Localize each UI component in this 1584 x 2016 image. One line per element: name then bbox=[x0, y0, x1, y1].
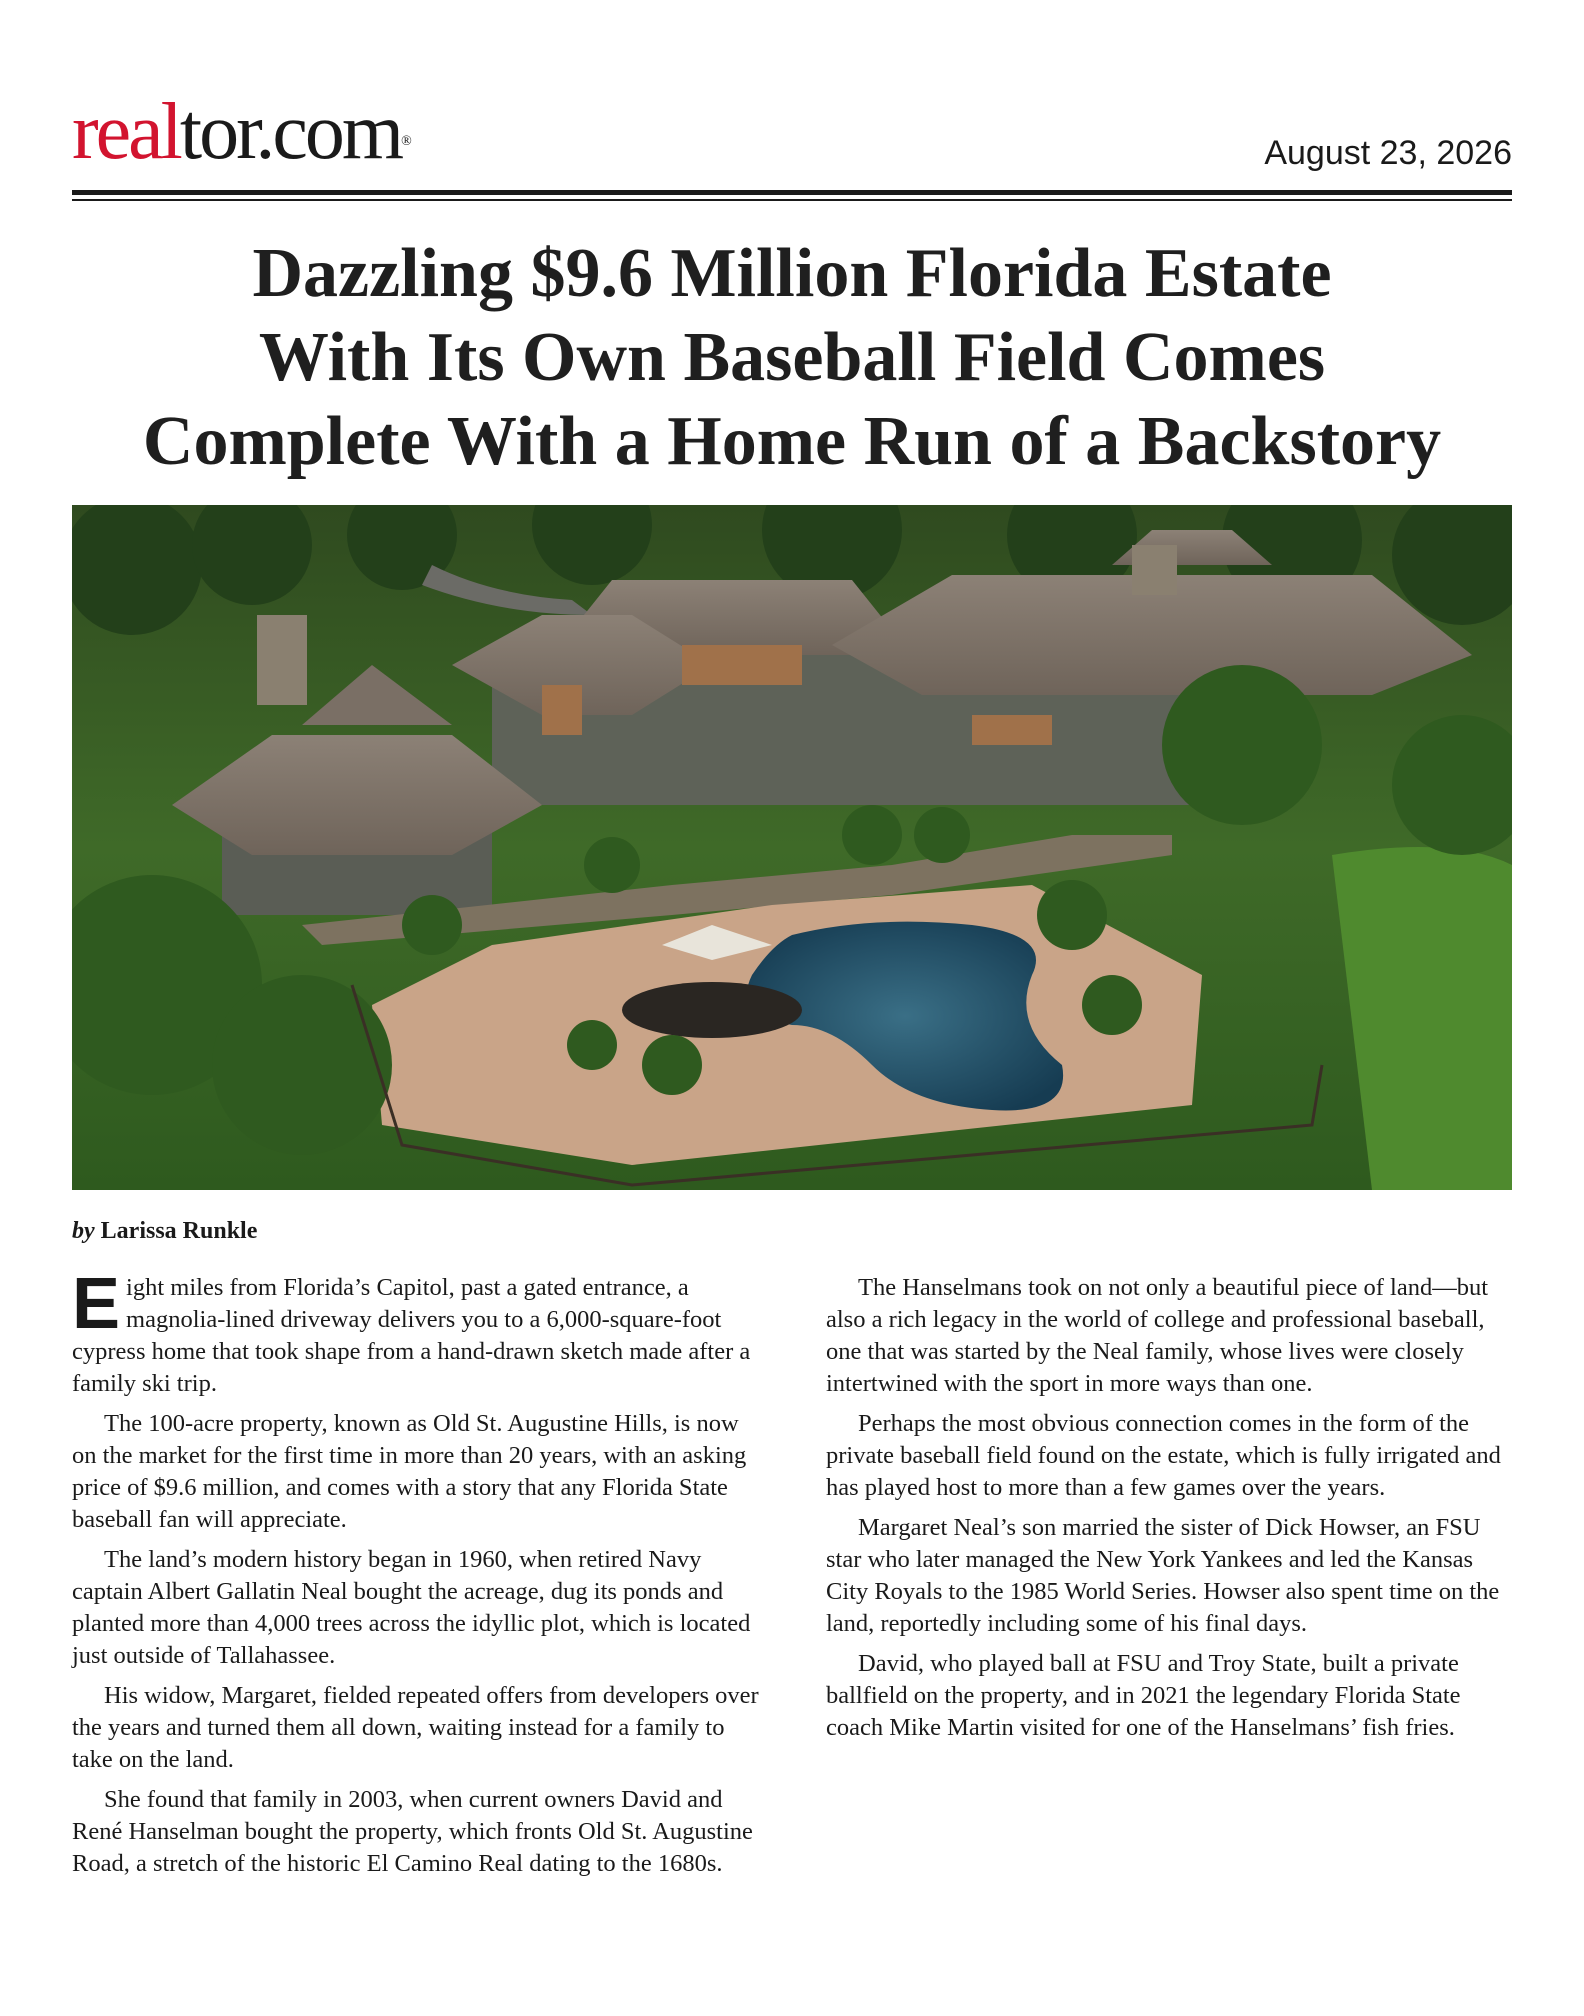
article-paragraph: The 100-acre property, known as Old St. Augustine Hills, is now on the market for the first time in more than 20 years, with an asking price of $9.6 million, and comes with a story that any Florida State baseball fan will appreciate. bbox=[72, 1410, 747, 1533]
byline bbox=[72, 1218, 257, 1245]
masthead bbox=[72, 88, 1512, 176]
headline-line-2: With Its Own Baseball Field Comes bbox=[258, 319, 1326, 396]
article-paragraph: Eight miles from Florida’s Capitol, past a gated entrance, a magnolia-lined driveway delivers you to a 6,000-square-foot cypress home that took shape from a hand-drawn sketch made after a family ski trip. bbox=[72, 1264, 751, 1397]
estate-photo-illustration bbox=[72, 505, 1512, 1190]
publication-date: August 23, 2026 bbox=[1264, 134, 1512, 172]
article-column-right bbox=[826, 1272, 1516, 1752]
article-headline bbox=[72, 232, 1512, 484]
article-paragraph: Margaret Neal’s son married the sister of Dick Howser, an FSU star who later managed the New York Yankees and led the Kansas City Royals to the 1985 World Series. Howser also spent time on the land, reportedly including some of his final days. bbox=[826, 1514, 1500, 1637]
realtor-logo[interactable] bbox=[72, 88, 412, 176]
author-name[interactable]: Larissa Runkle bbox=[100, 1218, 258, 1244]
headline-line-3: Complete With a Home Run of a Backstory bbox=[142, 403, 1442, 480]
article-paragraph: David, who played ball at FSU and Troy State, built a private ballfield on the property, and in 2021 the legendary Florida State coach Mike Martin visited for one of the Hanselmans’ fish fries. bbox=[826, 1650, 1461, 1741]
byline-prefix: by bbox=[72, 1218, 95, 1244]
headline-line-1: Dazzling $9.6 Million Florida Estate bbox=[252, 235, 1332, 312]
article-paragraph: Perhaps the most obvious connection comes in the form of the private baseball field found on the estate, which is fully irrigated and has played host to more than a few games over the years. bbox=[826, 1410, 1501, 1501]
logo-part-red: real bbox=[72, 88, 180, 176]
article-column-left bbox=[72, 1264, 762, 1888]
logo-part-dark: tor.com bbox=[179, 88, 402, 176]
article-paragraph: The Hanselmans took on not only a beautiful piece of land—but also a rich legacy in the world of college and professional baseball, one that was started by the Neal family, whose lives were closely intertwined with the sport in more ways than one. bbox=[826, 1274, 1489, 1397]
article-paragraph: His widow, Margaret, fielded repeated offers from developers over the years and turned them all down, waiting instead for a family to take on the land. bbox=[72, 1682, 759, 1773]
header-rule-thick bbox=[72, 190, 1512, 195]
estate-aerial-photo bbox=[72, 505, 1512, 1190]
drop-cap: E bbox=[72, 1264, 121, 1344]
article-paragraph: She found that family in 2003, when current owners David and René Hanselman bought the property, which fronts Old St. Augustine Road, a stretch of the historic El Camino Real dating to the 1680s. bbox=[72, 1786, 753, 1877]
logo-registered-mark: ® bbox=[401, 134, 412, 149]
article-paragraph: The land’s modern history began in 1960, when retired Navy captain Albert Gallatin Neal bought the acreage, dug its ponds and planted more than 4,000 trees across the idyllic plot, which is located just outside of Tallahassee. bbox=[72, 1546, 751, 1669]
header-rule-thin bbox=[72, 199, 1512, 201]
